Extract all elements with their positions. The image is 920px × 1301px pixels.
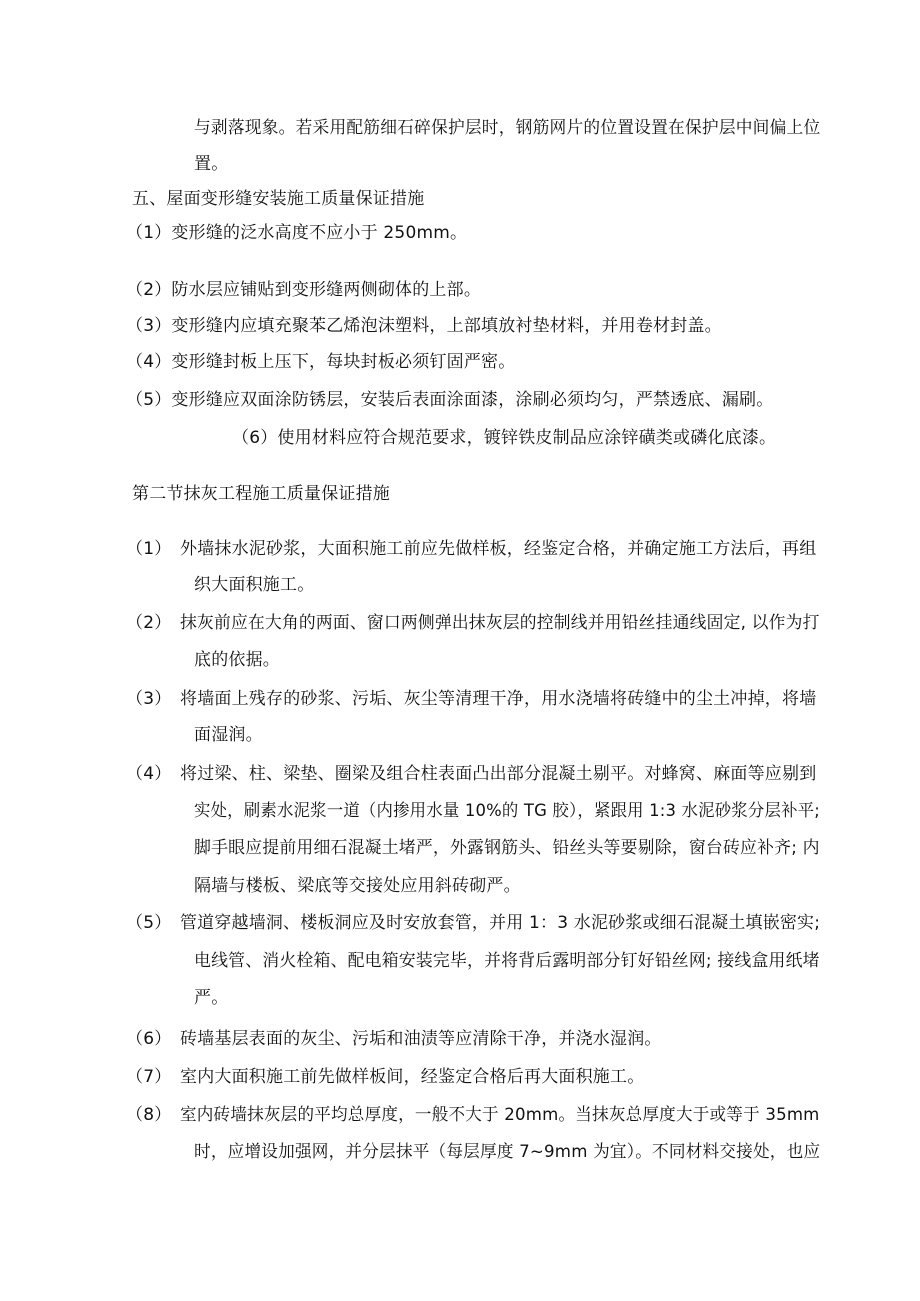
item-4-line-2: 实处，刷素水泥浆一道（内掺用水量 10%的 TG 胶），紧跟用 1:3 水泥砂浆分层补平; [194,801,820,821]
section-2-heading: 第二节抹灰工程施工质量保证措施 [132,484,390,504]
item-1-line-2: 织大面积施工。 [194,575,315,595]
item-3-line-1: 将墙面上残存的砂浆、污垢、灰尘等清理干净，用水浇墙将砖缝中的尘土冲掉，将墙 [180,689,817,709]
item-7-number: （7） [126,1067,172,1087]
item-5-number: （5） [126,913,172,933]
item-4-line-4: 隔墙与楼板、梁底等交接处应用斜砖砌严。 [194,876,521,896]
section-5-item-4: （4）变形缝封板上压下，每块封板必须钉固严密。 [126,352,516,372]
item-8-line-2: 时，应增设加强网，并分层抹平（每层厚度 7~9mm 为宜）。不同材料交接处，也应 [194,1142,821,1162]
section-5-item-5: （5）变形缝应双面涂防锈层，安装后表面涂面漆，涂刷必须均匀，严禁透底、漏刷。 [126,390,774,410]
section-5-item-2: （2）防水层应铺贴到变形缝两侧砌体的上部。 [126,280,482,300]
continuation-line-2: 置。 [194,154,229,174]
item-5-line-2: 电线管、消火栓箱、配电箱安装完毕，并将背后露明部分钉好铅丝网; 接线盒用纸堵 [194,951,820,971]
item-2-line-1: 抹灰前应在大角的两面、窗口两侧弹出抹灰层的控制线并用铅丝挂通线固定, 以作为打 [180,613,820,633]
continuation-line-1: 与剥落现象。若采用配筋细石碎保护层时，钢筋网片的位置设置在保护层中间偏上位 [194,118,821,138]
item-3-line-2: 面湿润。 [194,725,263,745]
item-6-number: （6） [126,1029,172,1049]
item-5-line-3: 严。 [194,988,229,1008]
item-1-number: （1） [126,539,172,559]
item-2-number: （2） [126,613,172,633]
section-5-item-6: （6）使用材料应符合规范要求，镀锌铁皮制品应涂锌磺类或磷化底漆。 [232,428,777,448]
item-1-line-1: 外墙抹水泥砂浆，大面积施工前应先做样板，经鉴定合格，并确定施工方法后，再组 [180,539,817,559]
item-8-line-1: 室内砖墙抹灰层的平均总厚度，一般不大于 20mm。当抹灰总厚度大于或等于 35mm [180,1105,820,1125]
item-3-number: （3） [126,689,172,709]
item-7-line-1: 室内大面积施工前先做样板间，经鉴定合格后再大面积施工。 [180,1067,645,1087]
item-8-number: （8） [126,1105,172,1125]
item-4-number: （4） [126,764,172,784]
section-5-item-1: （1）变形缝的泛水高度不应小于 250mm。 [126,223,468,243]
item-5-line-1: 管道穿越墙洞、楼板洞应及时安放套管，并用 1：3 水泥砂浆或细石混凝土填嵌密实; [180,913,821,933]
section-5-heading: 五、屋面变形缝安装施工质量保证措施 [132,189,425,209]
item-4-line-1: 将过梁、柱、梁垫、圈梁及组合柱表面凸出部分混凝土剔平。对蜂窝、麻面等应剔到 [180,764,817,784]
item-2-line-2: 底的依据。 [194,650,280,670]
item-4-line-3: 脚手眼应提前用细石混凝土堵严，外露钢筋头、铅丝头等要剔除，窗台砖应补齐; 内 [194,838,820,858]
item-6-line-1: 砖墙基层表面的灰尘、污垢和油渍等应清除干净，并浇水湿润。 [180,1029,662,1049]
section-5-item-3: （3）变形缝内应填充聚苯乙烯泡沫塑料，上部填放衬垫材料，并用卷材封盖。 [126,316,722,336]
